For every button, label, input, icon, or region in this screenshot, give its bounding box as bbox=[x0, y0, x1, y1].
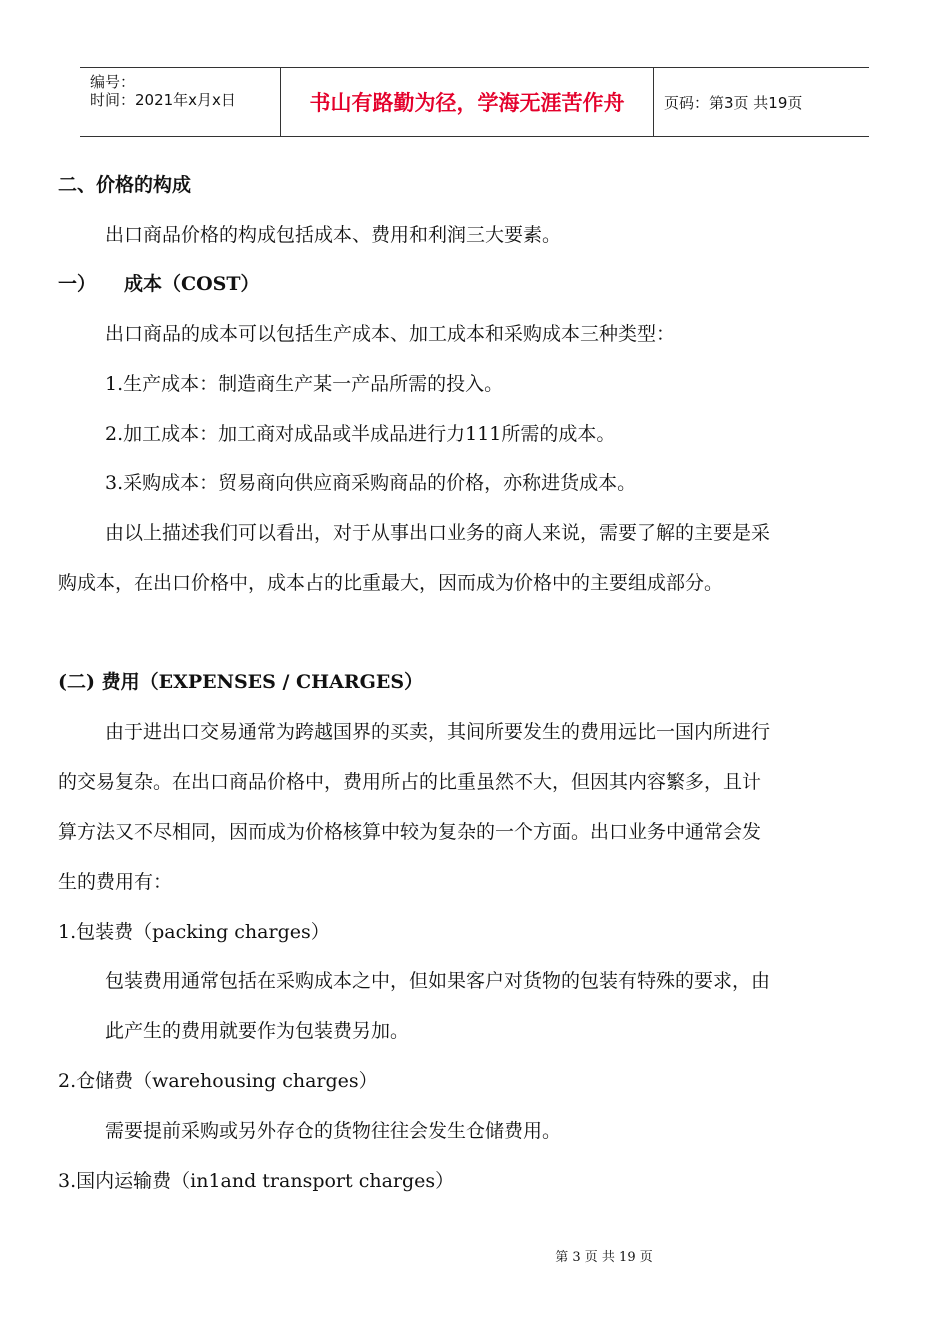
intro-paragraph: 出口商品价格的构成包括成本、费用和利润三大要素。 bbox=[105, 224, 562, 246]
expense-item-title: 2.仓储费（warehousing charges） bbox=[58, 1070, 378, 1092]
cost-summary-line: 由以上描述我们可以看出，对于从事出口业务的商人来说，需要了解的主要是采 bbox=[105, 522, 771, 544]
cost-heading: 成本（COST） bbox=[124, 273, 260, 295]
header-divider bbox=[653, 68, 654, 136]
expense-item-description: 需要提前采购或另外存仓的货物往往会发生仓储费用。 bbox=[105, 1120, 562, 1142]
expenses-paragraph-line: 由于进出口交易通常为跨越国界的买卖，其间所要发生的费用远比一国内所进行 bbox=[105, 721, 771, 743]
header-page-info: 页码：第3页 共19页 bbox=[664, 93, 803, 112]
header-id-label: 编号： bbox=[90, 73, 136, 91]
footer-page-number: 第 3 页 共 19 页 bbox=[555, 1250, 653, 1265]
cost-item: 3.采购成本：贸易商向供应商采购商品的价格，亦称进货成本。 bbox=[105, 472, 637, 494]
cost-summary-line: 购成本，在出口价格中，成本占的比重最大，因而成为价格中的主要组成部分。 bbox=[58, 572, 724, 594]
header-meta-cell bbox=[80, 68, 280, 136]
expenses-paragraph-line: 算方法又不尽相同，因而成为价格核算中较为复杂的一个方面。出口业务中通常会发 bbox=[58, 821, 762, 843]
expenses-heading: (二) 费用（EXPENSES / CHARGES） bbox=[58, 671, 424, 693]
document-header-table bbox=[80, 67, 869, 137]
expense-item-title: 3.国内运输费（in1and transport charges） bbox=[58, 1170, 455, 1192]
page-footer bbox=[0, 1246, 950, 1265]
expenses-paragraph-line: 生的费用有： bbox=[58, 871, 173, 893]
header-motto: 书山有路勤为径，学海无涯苦作舟 bbox=[309, 91, 625, 115]
cost-item: 1.生产成本：制造商生产某一产品所需的投入。 bbox=[105, 373, 504, 395]
expense-item-description: 此产生的费用就要作为包装费另加。 bbox=[105, 1020, 410, 1042]
expenses-paragraph-line: 的交易复杂。在出口商品价格中，费用所占的比重虽然不大，但因其内容繁多，且计 bbox=[58, 771, 762, 793]
cost-heading-number: 一） bbox=[58, 273, 97, 295]
header-time-label: 时间：2021年x月x日 bbox=[90, 91, 236, 109]
cost-lead: 出口商品的成本可以包括生产成本、加工成本和采购成本三种类型： bbox=[105, 323, 676, 345]
expense-item-description: 包装费用通常包括在采购成本之中，但如果客户对货物的包装有特殊的要求，由 bbox=[105, 970, 771, 992]
expense-item-title: 1.包装费（packing charges） bbox=[58, 921, 330, 943]
section-title: 二、价格的构成 bbox=[58, 174, 192, 196]
cost-item: 2.加工成本：加工商对成品或半成品进行力111所需的成本。 bbox=[105, 423, 616, 445]
